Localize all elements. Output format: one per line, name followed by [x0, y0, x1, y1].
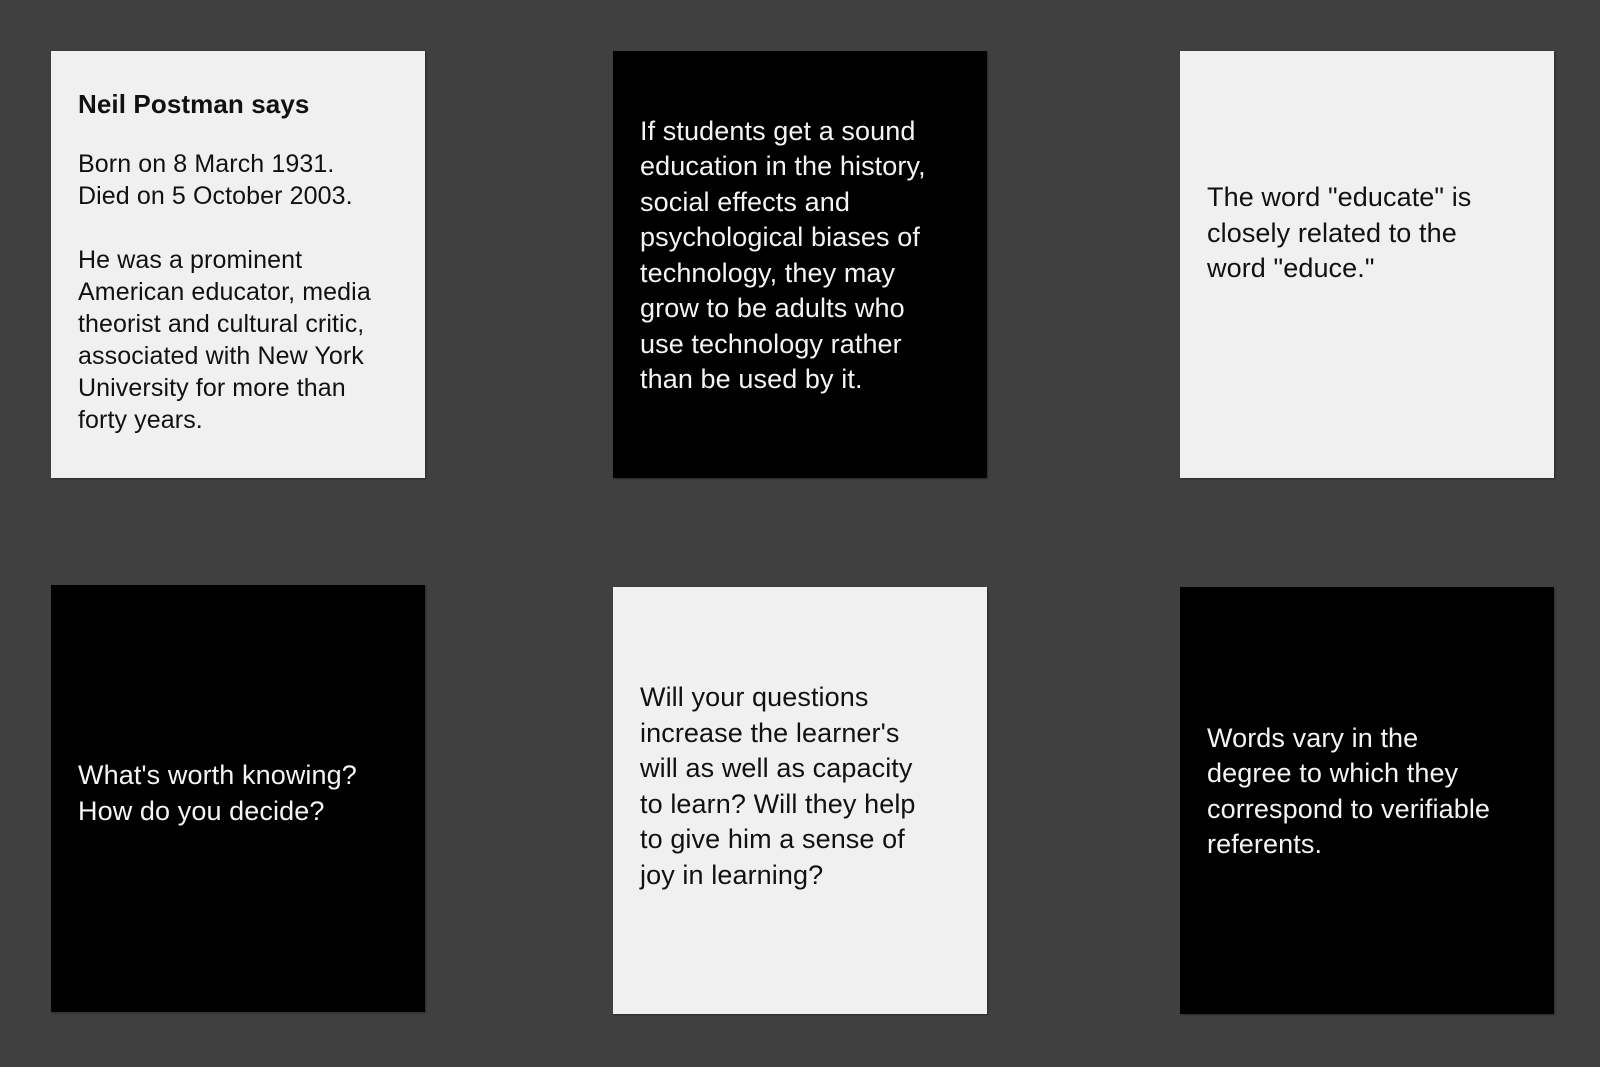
bio-card	[51, 51, 425, 478]
quote-text: Will your questions increase the learner's will as well as capacity to learn? Will they help to give him a sense of joy in learning?	[640, 682, 916, 890]
quote-text: What's worth knowing? How do you decide?	[78, 760, 357, 826]
quote-text: Words vary in the degree to which they correspond to verifiable referents.	[1207, 722, 1491, 859]
quote-card-worth-knowing	[51, 585, 425, 1012]
bio-dates: Born on 8 March 1931. Died on 5 October 2003.	[78, 150, 353, 210]
bio-text: He was a prominent American educator, media theorist and cultural critic, associated with New York University for more than forty years.	[78, 246, 371, 434]
bio-title: Neil Postman says	[78, 89, 310, 119]
quote-card-questions	[613, 587, 987, 1014]
quote-card-words	[1180, 587, 1554, 1014]
quote-text: If students get a sound education in the history, social effects and psychological biases of technology, they may grow to be adults who use technology rather than be used by it.	[640, 115, 926, 394]
quote-card-technology	[613, 51, 987, 478]
quote-card-educate	[1180, 51, 1554, 478]
quote-text: The word "educate" is closely related to the word "educe."	[1207, 182, 1472, 284]
